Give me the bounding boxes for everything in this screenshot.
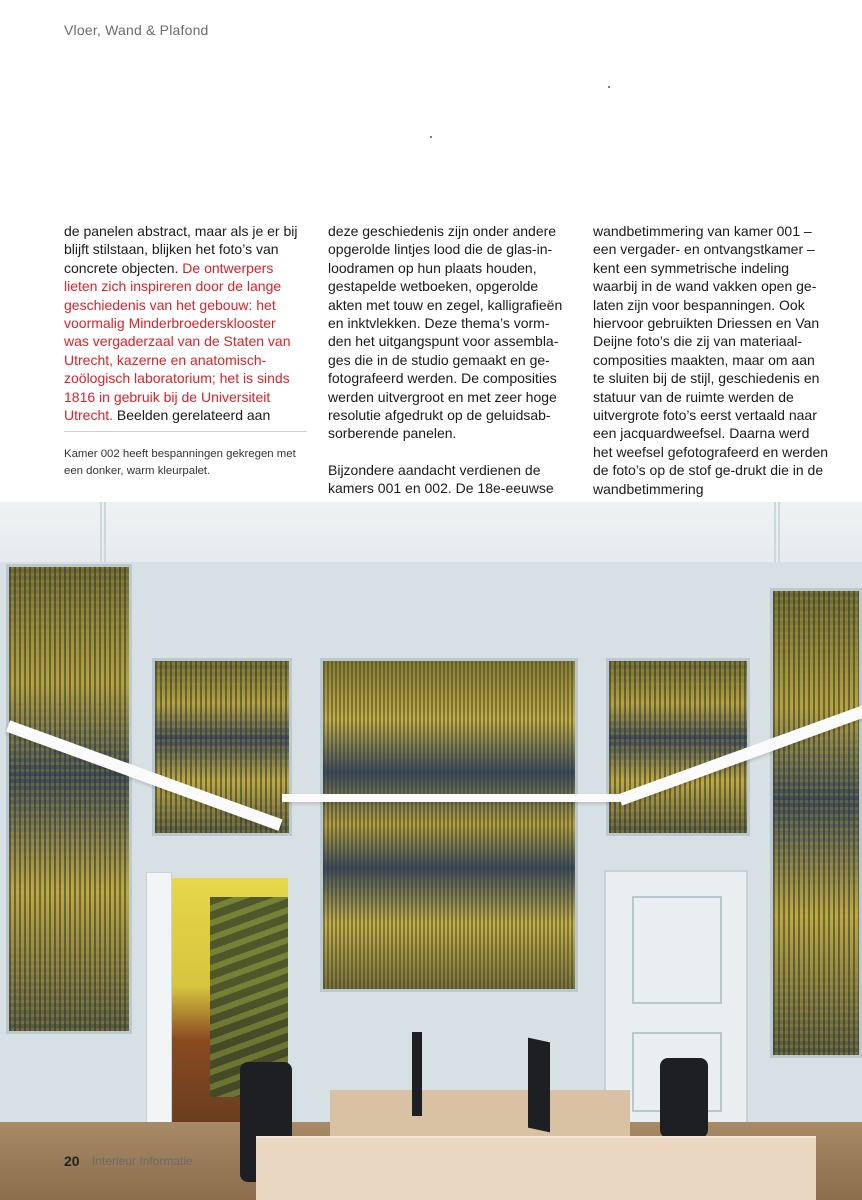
- highlighted-text-run: De ontwerpers lieten zich inspireren door de lange geschiedenis van het gebouw: het voormalig Minderbroedersklooster was vergaderzaal van de Staten van Utrecht, kazerne en anatomisch-zoölogisch laboratorium; het is sinds 1816 in gebruik bij de Universiteit Utrecht.: [64, 259, 291, 424]
- pendant-light-center: [282, 794, 622, 802]
- text-column-3: [593, 222, 829, 498]
- text-run: de panelen abstract, maar als je er bij blijft stilstaan, blijken het foto’s van concrete objecten.: [64, 223, 298, 276]
- page-number: 20: [64, 1153, 80, 1169]
- text-column-1: [64, 222, 300, 424]
- photo-caption: Kamer 002 heeft bespanningen gekregen met een donker, warm kleurpalet.: [64, 448, 296, 477]
- running-head: Vloer, Wand & Plafond: [64, 22, 209, 38]
- wall-panel-left: [6, 564, 132, 1034]
- desk-back: [330, 1090, 630, 1142]
- monitor: [528, 1038, 550, 1133]
- caption-divider: [64, 431, 307, 432]
- monitor: [412, 1032, 422, 1116]
- desk-top: [256, 1136, 816, 1200]
- paragraph: deze geschiedenis zijn onder andere opgerolde lintjes lood die de glas-in-loodramen op hun plaats houden, gestapelde wetboeken, opgerolde akten met touw en zegel, kalligrafieën en inktvlekken. Deze thema’s vorm-den het uitgangspunt voor assembla-ges die in de studio gemaakt en ge-fotografeerd werden. De composities werden uitvergroot en met zeer hoge resolutie afgedrukt op de geluidsab-sorberende panelen.: [328, 223, 563, 442]
- paragraph: [64, 222, 300, 424]
- paragraph: Bijzondere aandacht verdienen de kamers 001 en 002. De 18e-eeuwse: [328, 461, 554, 497]
- office-chair: [660, 1058, 708, 1138]
- text-column-2: [328, 222, 564, 498]
- room-photo: [0, 502, 862, 1200]
- wall-panel-right: [770, 588, 862, 1058]
- speck: [608, 86, 610, 88]
- text-run: Beelden gerelateerd aan: [113, 407, 271, 424]
- door-panel: [632, 896, 722, 1004]
- paragraph: wandbetimmering van kamer 001 – een vergader- en ontvangstkamer – kent een symmetrische indeling waarbij in de wand vakken open ge-laten zijn voor bespanningen. Ook hiervoor gebruikten Driessen en Van Deijne foto’s die zij van materiaal-composities maakten, maar om aan te sluiten bij de stijl, geschiedenis en statuur van de ruimte werden de uitvergrote foto’s eerst vertaald naar een jacquardweefsel. Daarna werd het weefsel gefotografeerd en werden de foto’s op de stof ge-drukt die in de wandbetimmering: [593, 223, 829, 497]
- wall-panel-center: [320, 658, 578, 992]
- publication-name: Interieur Informatie: [92, 1154, 193, 1168]
- speck: [430, 136, 432, 138]
- wall-panel-upper-right: [606, 658, 750, 836]
